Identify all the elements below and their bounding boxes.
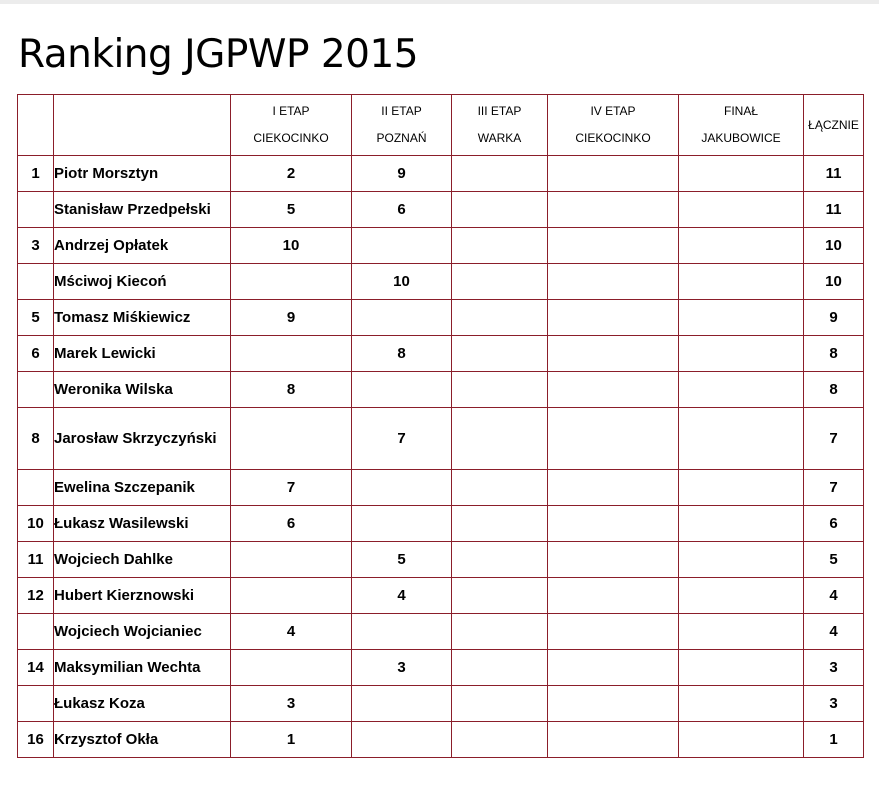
rank-position: 8 — [18, 408, 54, 470]
stage-score — [679, 650, 804, 686]
table-row — [18, 192, 864, 228]
competitor-name: Mściwoj Kiecoń — [54, 264, 231, 300]
stage-score — [548, 408, 679, 470]
stage-score — [452, 506, 548, 542]
stage-score: 2 — [231, 156, 352, 192]
stage-score — [679, 506, 804, 542]
competitor-name: Tomasz Miśkiewicz — [54, 300, 231, 336]
header-stage-venue: POZNAŃ — [376, 131, 427, 145]
top-divider — [0, 0, 879, 4]
stage-score — [231, 336, 352, 372]
stage-score: 8 — [231, 372, 352, 408]
stage-score — [452, 408, 548, 470]
stage-score: 7 — [231, 470, 352, 506]
stage-score — [352, 686, 452, 722]
stage-score — [548, 372, 679, 408]
header-row — [18, 95, 864, 156]
competitor-name: Stanisław Przedpełski — [54, 192, 231, 228]
stage-score — [548, 264, 679, 300]
table-row — [18, 264, 864, 300]
stage-score — [679, 578, 804, 614]
table-row — [18, 542, 864, 578]
stage-score — [352, 470, 452, 506]
stage-score: 3 — [231, 686, 352, 722]
stage-score — [352, 722, 452, 758]
header-stage-venue: WARKA — [477, 131, 522, 145]
competitor-name: Weronika Wilska — [54, 372, 231, 408]
stage-score — [452, 192, 548, 228]
competitor-name: Marek Lewicki — [54, 336, 231, 372]
stage-score: 7 — [352, 408, 452, 470]
stage-score: 5 — [231, 192, 352, 228]
stage-score — [231, 650, 352, 686]
competitor-name: Andrzej Opłatek — [54, 228, 231, 264]
stage-score: 10 — [352, 264, 452, 300]
header-stage-venue: CIEKOCINKO — [575, 131, 651, 145]
table-row — [18, 336, 864, 372]
rank-position: 1 — [18, 156, 54, 192]
stage-score: 1 — [231, 722, 352, 758]
stage-score — [679, 264, 804, 300]
competitor-name: Ewelina Szczepanik — [54, 470, 231, 506]
total-score: 6 — [804, 506, 864, 542]
rank-position — [18, 372, 54, 408]
rank-position — [18, 192, 54, 228]
ranking-table — [17, 94, 864, 758]
table-row — [18, 506, 864, 542]
stage-score: 3 — [352, 650, 452, 686]
stage-score — [452, 372, 548, 408]
header-stage-4 — [548, 95, 679, 156]
table-row — [18, 470, 864, 506]
header-stage-venue: JAKUBOWICE — [701, 131, 781, 145]
stage-score: 4 — [352, 578, 452, 614]
stage-score — [452, 228, 548, 264]
stage-score — [352, 614, 452, 650]
rank-position — [18, 264, 54, 300]
stage-score — [679, 542, 804, 578]
stage-score — [548, 578, 679, 614]
header-stage-2 — [352, 95, 452, 156]
rank-position: 10 — [18, 506, 54, 542]
stage-score — [679, 470, 804, 506]
rank-position: 16 — [18, 722, 54, 758]
stage-score — [548, 300, 679, 336]
stage-score — [452, 650, 548, 686]
total-score: 11 — [804, 156, 864, 192]
stage-score — [548, 192, 679, 228]
header-stage-3 — [452, 95, 548, 156]
stage-score — [548, 542, 679, 578]
stage-score — [548, 336, 679, 372]
header-stage-venue: CIEKOCINKO — [253, 131, 329, 145]
header-stage-1 — [231, 95, 352, 156]
stage-score — [679, 722, 804, 758]
stage-score: 4 — [231, 614, 352, 650]
stage-score — [548, 470, 679, 506]
table-row — [18, 614, 864, 650]
stage-score — [452, 578, 548, 614]
total-score: 5 — [804, 542, 864, 578]
stage-score — [548, 650, 679, 686]
competitor-name: Łukasz Wasilewski — [54, 506, 231, 542]
header-stage-label: FINAŁ — [723, 104, 758, 118]
total-score: 10 — [804, 228, 864, 264]
stage-score — [548, 228, 679, 264]
stage-score: 6 — [231, 506, 352, 542]
competitor-name: Wojciech Wojcianiec — [54, 614, 231, 650]
total-score: 1 — [804, 722, 864, 758]
stage-score — [452, 686, 548, 722]
stage-score: 6 — [352, 192, 452, 228]
header-stage-label: II ETAP — [381, 104, 422, 118]
total-score: 7 — [804, 470, 864, 506]
rank-position — [18, 686, 54, 722]
stage-score — [679, 408, 804, 470]
stage-score — [231, 408, 352, 470]
header-position — [18, 95, 54, 156]
competitor-name: Łukasz Koza — [54, 686, 231, 722]
total-score: 4 — [804, 614, 864, 650]
table-row — [18, 156, 864, 192]
header-stage-final — [679, 95, 804, 156]
total-score: 3 — [804, 650, 864, 686]
rank-position: 11 — [18, 542, 54, 578]
table-row — [18, 578, 864, 614]
stage-score — [352, 300, 452, 336]
stage-score — [352, 228, 452, 264]
rank-position: 6 — [18, 336, 54, 372]
stage-score — [548, 614, 679, 650]
stage-score: 5 — [352, 542, 452, 578]
total-score: 9 — [804, 300, 864, 336]
header-name — [54, 95, 231, 156]
rank-position: 3 — [18, 228, 54, 264]
page-title: Ranking JGPWP 2015 — [18, 32, 419, 77]
competitor-name: Maksymilian Wechta — [54, 650, 231, 686]
rank-position: 14 — [18, 650, 54, 686]
total-score: 8 — [804, 336, 864, 372]
total-score: 7 — [804, 408, 864, 470]
stage-score — [679, 614, 804, 650]
competitor-name: Hubert Kierznowski — [54, 578, 231, 614]
stage-score — [452, 470, 548, 506]
competitor-name: Piotr Morsztyn — [54, 156, 231, 192]
stage-score — [548, 722, 679, 758]
table-row — [18, 300, 864, 336]
stage-score — [679, 156, 804, 192]
total-score: 3 — [804, 686, 864, 722]
stage-score — [452, 336, 548, 372]
stage-score — [548, 686, 679, 722]
stage-score — [679, 300, 804, 336]
stage-score — [452, 614, 548, 650]
stage-score: 9 — [352, 156, 452, 192]
total-score: 8 — [804, 372, 864, 408]
table-row — [18, 722, 864, 758]
rank-position: 5 — [18, 300, 54, 336]
competitor-name: Jarosław Skrzyczyński — [54, 408, 231, 470]
stage-score — [231, 264, 352, 300]
header-stage-label: III ETAP — [477, 104, 522, 118]
table-row — [18, 650, 864, 686]
total-score: 4 — [804, 578, 864, 614]
competitor-name: Krzysztof Okła — [54, 722, 231, 758]
stage-score — [679, 228, 804, 264]
stage-score — [231, 542, 352, 578]
stage-score — [452, 300, 548, 336]
rank-position: 12 — [18, 578, 54, 614]
stage-score: 9 — [231, 300, 352, 336]
stage-score — [452, 264, 548, 300]
stage-score — [352, 372, 452, 408]
stage-score — [548, 156, 679, 192]
stage-score — [679, 192, 804, 228]
stage-score — [231, 578, 352, 614]
stage-score — [548, 506, 679, 542]
rank-position — [18, 470, 54, 506]
competitor-name: Wojciech Dahlke — [54, 542, 231, 578]
table-row — [18, 372, 864, 408]
stage-score — [452, 542, 548, 578]
stage-score — [452, 722, 548, 758]
stage-score — [679, 372, 804, 408]
stage-score — [352, 506, 452, 542]
stage-score: 10 — [231, 228, 352, 264]
stage-score: 8 — [352, 336, 452, 372]
rank-position — [18, 614, 54, 650]
table-row — [18, 408, 864, 470]
stage-score — [679, 336, 804, 372]
table-row — [18, 228, 864, 264]
stage-score — [679, 686, 804, 722]
table-row — [18, 686, 864, 722]
stage-score — [452, 156, 548, 192]
ranking-body — [18, 156, 864, 758]
total-score: 11 — [804, 192, 864, 228]
total-score: 10 — [804, 264, 864, 300]
header-total: ŁĄCZNIE — [804, 95, 864, 156]
header-stage-label: IV ETAP — [590, 104, 636, 118]
header-stage-label: I ETAP — [272, 104, 310, 118]
